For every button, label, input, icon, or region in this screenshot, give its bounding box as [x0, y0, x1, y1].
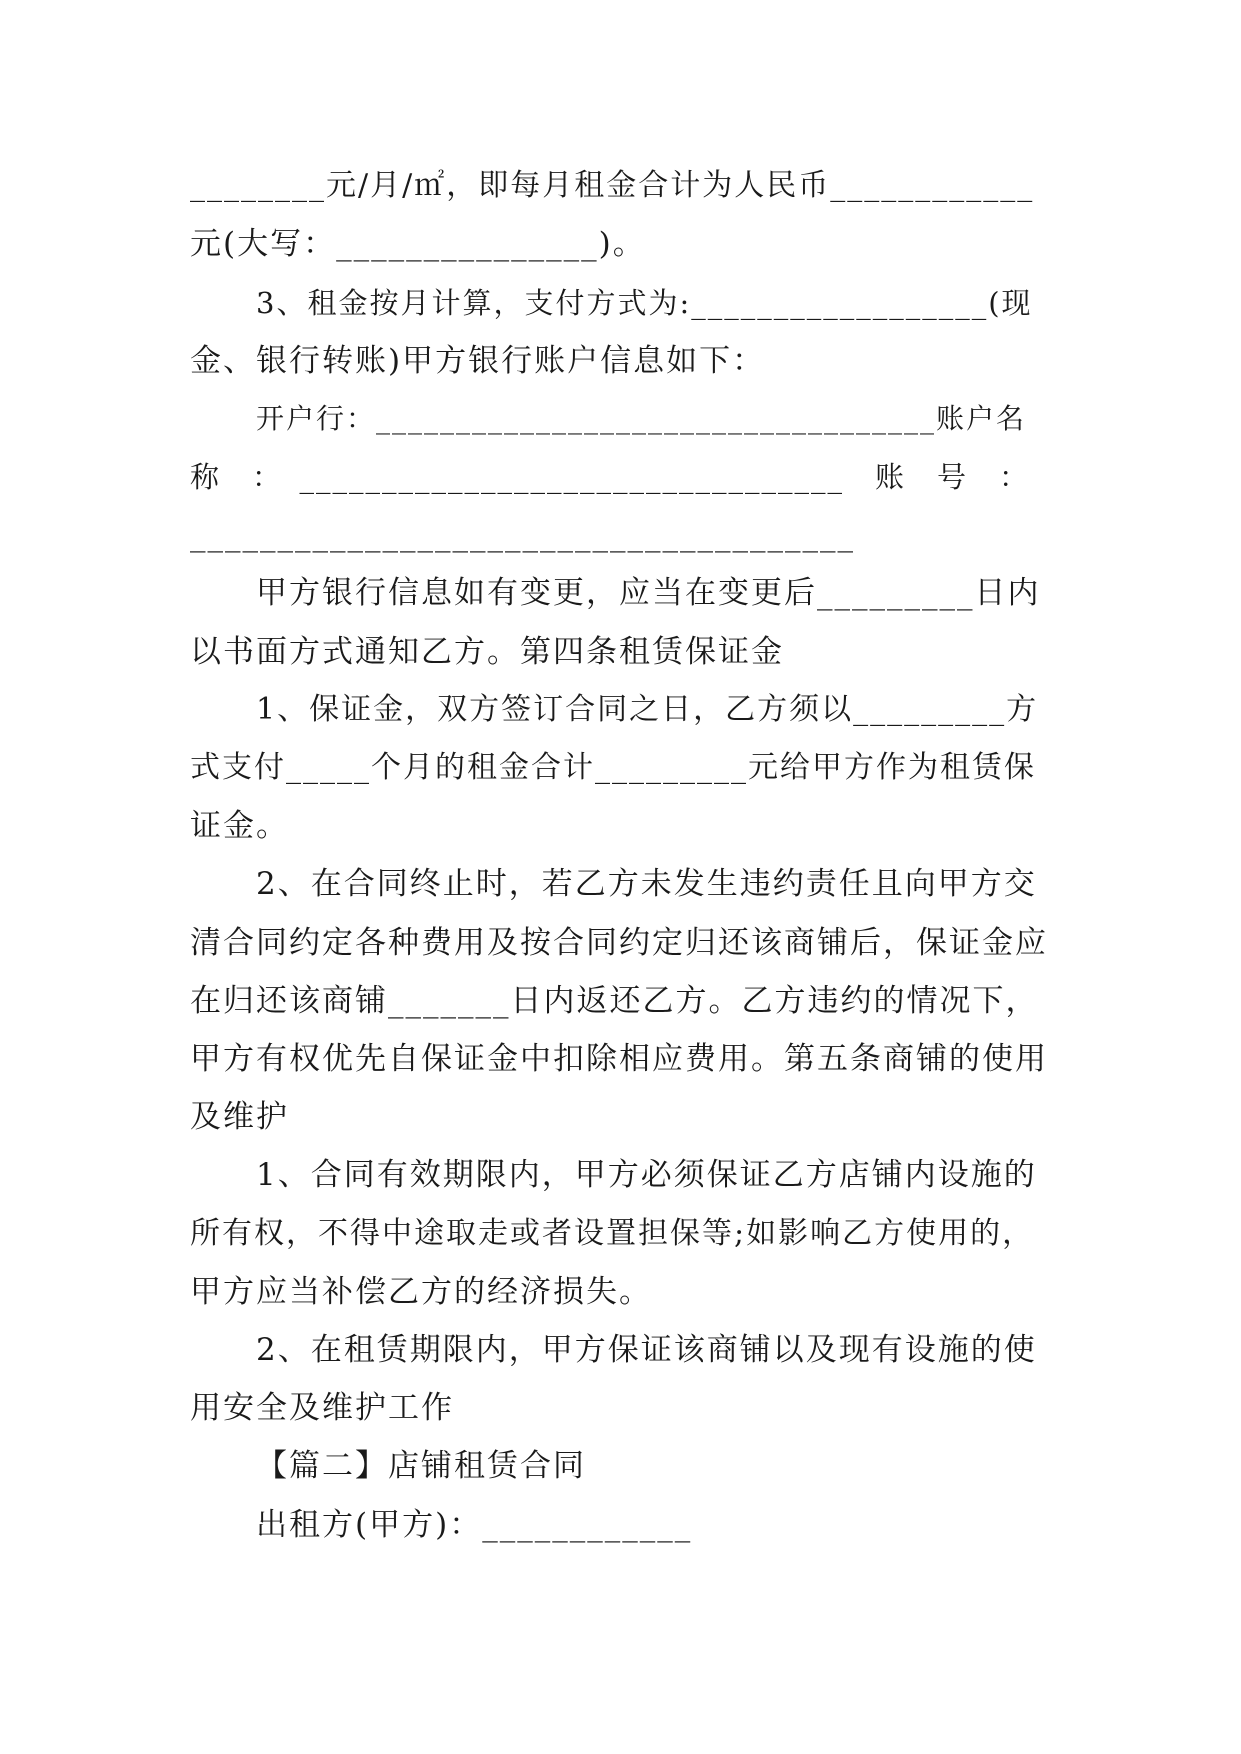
- text-line-5: 开户行：___________________________________账户名: [256, 402, 1027, 435]
- text-line-22: 用安全及维护工作: [190, 1390, 454, 1426]
- text-line-16: 甲方有权优先自保证金中扣除相应费用。第五条商铺的使用: [190, 1041, 1048, 1077]
- text-line-18: 1、合同有效期限内，甲方必须保证乙方店铺内设施的: [256, 1157, 1037, 1193]
- text-line-20: 甲方应当补偿乙方的经济损失。: [190, 1274, 652, 1310]
- text-line-2: 元(大写：_______________)。: [190, 226, 646, 262]
- text-line-15: 在归还该商铺_______日内返还乙方。乙方违约的情况下，: [190, 983, 1039, 1019]
- text-line-1: ________元/月/㎡，即每月租金合计为人民币____________: [190, 168, 1035, 203]
- text-line-12: 证金。: [190, 808, 289, 844]
- text-line-7: ______________________________________: [190, 517, 855, 553]
- text-line-9: 以书面方式通知乙方。第四条租赁保证金: [190, 634, 784, 670]
- text-line-10: 1、保证金，双方签订合同之日，乙方须以_________方: [256, 692, 1039, 727]
- text-line-4: 金、银行转账)甲方银行账户信息如下：: [190, 343, 766, 379]
- section-heading: 【篇二】店铺租赁合同: [256, 1448, 586, 1484]
- text-line-6: 称 ： _________________________________ 账 号 ：: [190, 460, 1031, 494]
- text-line-13: 2、在合同终止时，若乙方未发生违约责任且向甲方交: [256, 866, 1037, 902]
- text-line-21: 2、在租赁期限内，甲方保证该商铺以及现有设施的使: [256, 1332, 1037, 1368]
- text-line-24: 出租方(甲方)：____________: [256, 1507, 693, 1543]
- text-line-8: 甲方银行信息如有变更，应当在变更后_________日内: [256, 575, 1041, 611]
- text-line-14: 清合同约定各种费用及按合同约定归还该商铺后，保证金应: [190, 925, 1048, 961]
- text-line-3: 3、租金按月计算，支付方式为:__________________(现: [256, 286, 1033, 320]
- text-line-17: 及维护: [190, 1099, 289, 1135]
- text-line-19: 所有权，不得中途取走或者设置担保等;如影响乙方使用的，: [190, 1216, 1035, 1251]
- text-line-11: 式支付_____个月的租金合计_________元给甲方作为租赁保: [190, 750, 1036, 785]
